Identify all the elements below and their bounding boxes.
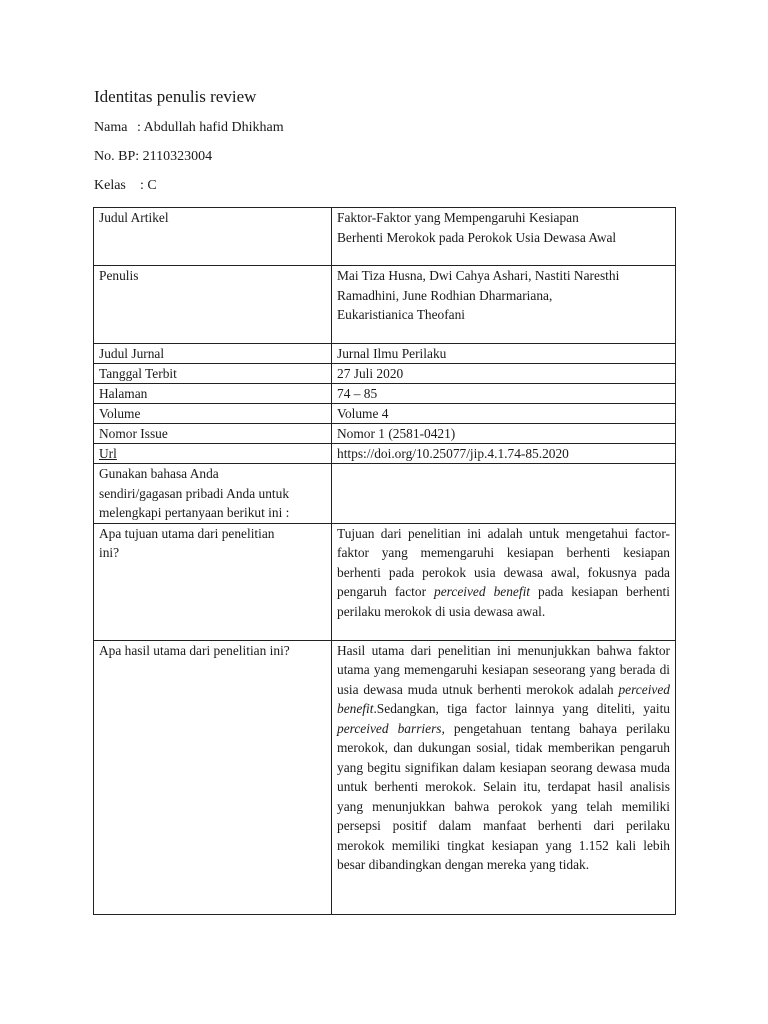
penulis-value xyxy=(332,266,676,344)
judul-jurnal-label: Judul Jurnal xyxy=(94,344,332,364)
url-value: https://doi.org/10.25077/jip.4.1.74-85.2020 xyxy=(332,444,676,464)
q2-answer xyxy=(332,640,676,914)
nomor-issue-value: Nomor 1 (2581-0421) xyxy=(332,424,676,444)
table-row xyxy=(94,464,676,524)
name-value: : Abdullah hafid Dhikham xyxy=(137,120,284,135)
q1-answer xyxy=(332,523,676,640)
table-row xyxy=(94,523,676,640)
q1-question-line1: Apa tujuan utama dari penelitian xyxy=(99,525,275,541)
penulis-line2: Ramadhini, June Rodhian Dharmariana, xyxy=(337,287,553,303)
instruction-line2: sendiri/gagasan pribadi Anda untuk xyxy=(99,485,290,501)
table-row xyxy=(94,208,676,266)
table-row xyxy=(94,424,676,444)
q1-answer-part-a: Tujuan dari penelitian ini adalah untuk mengetahui factor-faktor yang memengaruhi kesiapan berhenti kesiapan berhenti pada perokok usia dewasa awal, fokusnya pada pengaruh factor xyxy=(337,525,670,599)
halaman-label: Halaman xyxy=(94,384,332,404)
q1-answer-italic: perceived benefit xyxy=(434,584,531,599)
q2-answer-italic-2: perceived barriers, xyxy=(337,720,445,736)
table-row xyxy=(94,444,676,464)
q2-question: Apa hasil utama dari penelitian ini? xyxy=(94,640,332,914)
judul-artikel-value xyxy=(332,208,676,266)
bp-value: 2110323004 xyxy=(142,149,213,164)
instruction-empty-cell xyxy=(332,464,676,524)
q2-answer-italic-1: perceived benefit xyxy=(337,681,670,716)
table-row xyxy=(94,640,676,914)
reviewer-name xyxy=(94,120,284,136)
q2-answer-part-b: .Sedangkan, tiga factor lainnya yang diteliti, yaitu xyxy=(373,701,670,716)
instruction-line1: Gunakan bahasa Anda xyxy=(99,466,219,481)
reviewer-bp xyxy=(94,149,212,165)
penulis-line1: Mai Tiza Husna, Dwi Cahya Ashari, Nastiti Naresthi xyxy=(337,268,620,283)
tanggal-terbit-value: 27 Juli 2020 xyxy=(332,364,676,384)
instruction-line3: melengkapi pertanyaan berikut ini : xyxy=(99,505,290,520)
q2-answer-part-a: Hasil utama dari penelitian ini menunjukkan bahwa faktor utama yang memengaruhi kesiapan seseorang yang berada di usia dewasa muda utnuk berhenti merokok adalah xyxy=(337,642,670,697)
table-row xyxy=(94,404,676,424)
judul-artikel-label: Judul Artikel xyxy=(94,208,332,266)
page-title: Identitas penulis review xyxy=(94,87,257,106)
q1-question-line2: ini? xyxy=(99,545,120,560)
volume-label: Volume xyxy=(94,404,332,424)
halaman-value: 74 – 85 xyxy=(332,384,676,404)
reviewer-class xyxy=(94,178,157,194)
name-label: Nama xyxy=(94,120,128,135)
table-row xyxy=(94,266,676,344)
volume-value: Volume 4 xyxy=(332,404,676,424)
penulis-label: Penulis xyxy=(94,266,332,344)
judul-artikel-line2: Berhenti Merokok pada Perokok Usia Dewasa Awal xyxy=(337,229,617,245)
table-row xyxy=(94,384,676,404)
instruction-cell xyxy=(94,464,332,524)
q2-answer-part-c: pengetahuan tentang bahaya perilaku merokok, dan dukungan sosial, tidak memberikan pengaruh yang begitu signifikan dalam kesiapan seorang dewasa muda untuk berhenti merokok. Selain itu, terdapat hasil analisis yang menunjukkan bahwa perokok yang telah memiliki persepsi positif dalam manfaat berhenti dari perilaku merokok memiliki tingkat kesiapan yang 1.152 kali lebih besar dibandingkan dengan mereka yang tidak. xyxy=(337,720,670,872)
q1-answer-part-b: pada kesiapan berhenti perilaku merokok di usia dewasa awal. xyxy=(337,584,670,619)
penulis-line3: Eukaristianica Theofani xyxy=(337,307,466,322)
table-row xyxy=(94,344,676,364)
tanggal-terbit-label: Tanggal Terbit xyxy=(94,364,332,384)
nomor-issue-label: Nomor Issue xyxy=(94,424,332,444)
review-table xyxy=(93,207,676,915)
class-value: : C xyxy=(140,178,157,193)
q1-question xyxy=(94,523,332,640)
class-label: Kelas xyxy=(94,178,126,193)
url-label-text: Url xyxy=(99,446,117,461)
bp-label: No. BP: xyxy=(94,149,140,164)
table-row xyxy=(94,364,676,384)
judul-artikel-line1: Faktor-Faktor yang Mempengaruhi Kesiapan xyxy=(337,210,579,225)
url-label xyxy=(94,444,332,464)
judul-jurnal-value: Jurnal Ilmu Perilaku xyxy=(332,344,676,364)
